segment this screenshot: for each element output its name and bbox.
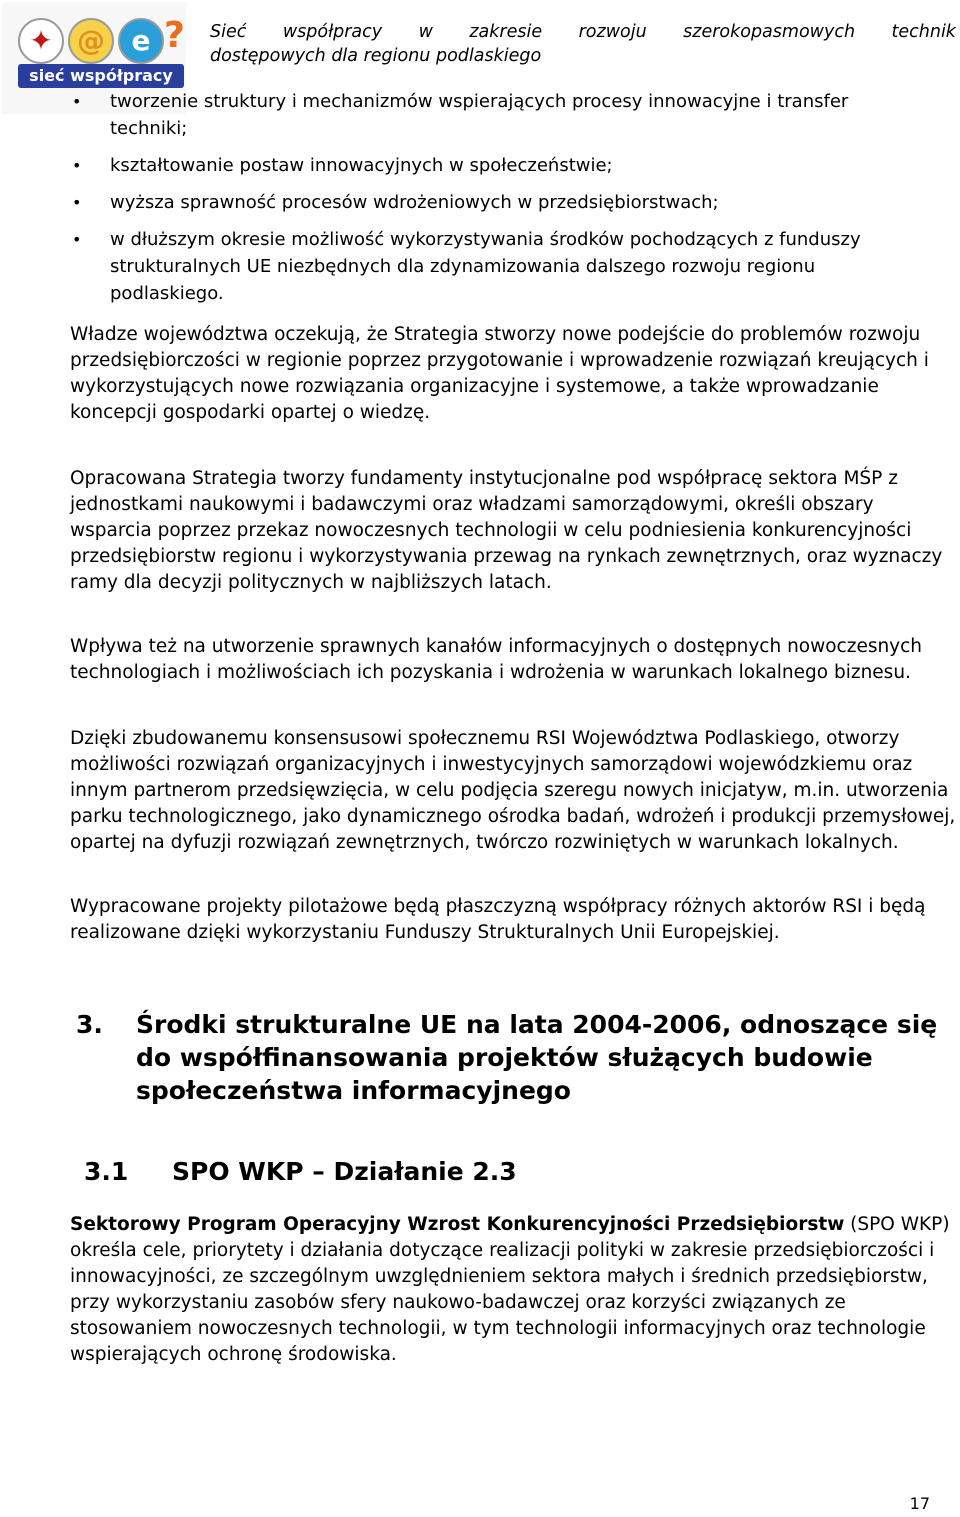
header-word: zakresie [469,22,543,42]
subsection-number: 3.1 [84,1157,129,1186]
program-name: Sektorowy Program Operacyjny Wzrost Konkurencyjności Przedsiębiorstw [70,1214,845,1235]
logo-web-glyph: ✦ [29,24,53,57]
header-word: współpracy [282,22,383,42]
paragraph: Dzięki zbudowanemu konsensusowi społecznemu RSI Województwa Podlaskiego, otworzy możliwości rozwiązań organizacyjnych i inwestycyjnych samorządowi wojewódzkiemu oraz innym partnerom przedsięwzięcia, w celu podjęcia szeregu nowych inicjatyw, m.in. utworzenia parku technologicznego, jako dynamicznego ośrodka badań, wdrożeń i produkcji przemysłowej, opartej na dyfuzji rozwiązań zewnętrznych, twórczo rozwiniętych w warunkach lokalnych. [70,728,956,853]
subsection-title: SPO WKP – Działanie 2.3 [172,1157,517,1186]
header-title [210,20,956,68]
header-title-line2: dostępowych dla regionu podlaskiego [210,46,542,66]
bullet-list [70,88,890,307]
header-word: technik [891,22,956,42]
paragraph: Władze województwa oczekują, że Strategia stworzy nowe podejście do problemów rozwoju przedsiębiorczości w regionie poprzez przygotowanie i wprowadzenie rozwiązań kreujących i wykorzystujących nowe rozwiązania organizacyjne i systemowe, a także wprowadzanie koncepcji gospodarki opartej o wiedzę. [70,324,929,423]
paragraph: Opracowana Strategia tworzy fundamenty instytucjonalne pod współpracę sektora MŚP z jednostkami naukowymi i badawczymi oraz władzami samorządowymi, określi obszary wsparcia poprzez przekaz nowoczesnych technologii w celu podniesienia konkurencyjności przedsiębiorstw regionu i wykorzystywania przewag na rynkach zewnętrznych, oraz wyznaczy ramy dla decyzji politycznych w najbliższych latach. [70,468,943,593]
header-word: rozwoju [578,22,647,42]
logo-graphic [18,16,186,86]
paragraph: Wpływa też na utworzenie sprawnych kanałów informacyjnych o dostępnych nowoczesnych technologiach i możliwościach ich pozyskania i wdrożenia w warunkach lokalnego biznesu. [70,636,923,683]
logo-web-icon [18,18,64,64]
logo-question-icon: ? [164,15,185,56]
header-word: w [418,22,433,42]
logo-band [18,64,184,88]
bullet-item: • kształtowanie postaw innowacyjnych w społeczeństwie; [70,152,890,179]
header-word: szerokopasmowych [683,22,856,42]
paragraph: Wypracowane projekty pilotażowe będą płaszczyzną współpracy różnych aktorów RSI i będą realizowane dzięki wykorzystaniu Funduszy Strukturalnych Unii Europejskiej. [70,896,926,943]
section-title: Środki strukturalne UE na lata 2004-2006, odnoszące się do współfinansowania projektów służących budowie społeczeństwa informacyjnego [136,1010,938,1105]
logo-e-icon [118,18,164,64]
logo-e-glyph: e [131,24,151,57]
logo-at-glyph: @ [77,24,105,57]
logo-text: sieć współpracy [29,66,173,85]
header-title-line1 [210,20,956,44]
section-number: 3. [76,1010,103,1039]
section-heading [72,1008,952,1107]
page-number: 17 [909,1494,930,1513]
subsection-heading [84,1156,517,1188]
subsection-paragraph-text: (SPO WKP) określa cele, priorytety i działania dotyczące realizacji polityki w zakresie przedsiębiorczości i innowacyjności, ze szczególnym uwzględnieniem sektora małych i średnich przedsiębiorstw, przy wykorzystaniu zasobów sfery naukowo-badawczej oraz korzyści związanych ze stosowaniem nowoczesnych technologii, w tym technologii informacyjnych oraz technologie wspierających ochronę środowiska. [70,1214,950,1365]
header-word: Sieć [210,22,247,42]
bullet-item: • tworzenie struktury i mechanizmów wspierających procesy innowacyjne i transfer techniki; [70,88,890,142]
bullet-item: • wyższa sprawność procesów wdrożeniowych w przedsiębiorstwach; [70,189,890,216]
bullet-item: • w dłuższym okresie możliwość wykorzystywania środków pochodzących z funduszy strukturalnych UE niezbędnych dla zdynamizowania dalszego rozwoju regionu podlaskiego. [70,226,890,307]
subsection-paragraph [70,1212,960,1368]
logo-at-icon [68,18,114,64]
